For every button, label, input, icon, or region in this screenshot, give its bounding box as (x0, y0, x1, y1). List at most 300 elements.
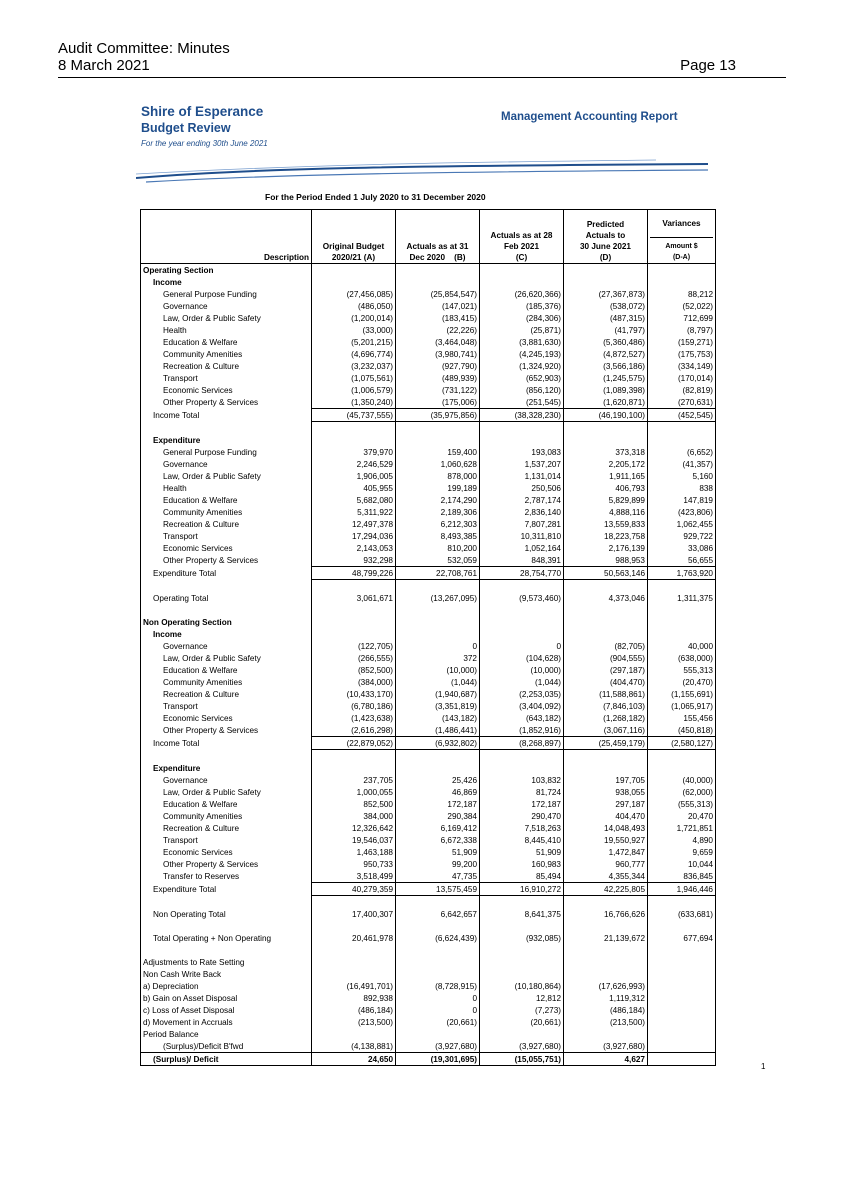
row-value: 5,311,922 (312, 506, 396, 518)
table-row (141, 1004, 716, 1016)
row-value: (1,423,638) (312, 712, 396, 724)
row-label: Operating Section (141, 264, 312, 277)
row-label: Law, Order & Public Safety (141, 312, 312, 324)
row-value (648, 968, 716, 980)
row-label: Recreation & Culture (141, 822, 312, 834)
table-row (141, 288, 716, 300)
row-value (564, 264, 648, 277)
table-row (141, 640, 716, 652)
row-value: 0 (396, 992, 480, 1004)
row-value: (1,075,561) (312, 372, 396, 384)
row-value: (384,000) (312, 676, 396, 688)
row-value: (486,184) (312, 1004, 396, 1016)
row-value (396, 422, 480, 435)
org-subtitle: Budget Review (141, 121, 231, 135)
row-value (564, 604, 648, 616)
row-value: (19,301,695) (396, 1053, 480, 1066)
table-row (141, 384, 716, 396)
row-value: 13,575,459 (396, 883, 480, 896)
table-row (141, 482, 716, 494)
row-value: (643,182) (480, 712, 564, 724)
row-value (648, 750, 716, 763)
row-label (141, 422, 312, 435)
row-label: Education & Welfare (141, 494, 312, 506)
row-value: 1,911,165 (564, 470, 648, 482)
row-label: Non Operating Section (141, 616, 312, 628)
row-label (141, 604, 312, 616)
col-predicted: Predicted Actuals to 30 June 2021 (D) (564, 210, 648, 264)
row-value (396, 1028, 480, 1040)
row-value (312, 920, 396, 932)
row-value: 406,793 (564, 482, 648, 494)
row-value: (4,245,193) (480, 348, 564, 360)
row-value: (213,500) (564, 1016, 648, 1028)
row-value: (10,433,170) (312, 688, 396, 700)
row-value: 836,845 (648, 870, 716, 883)
row-value: 5,829,899 (564, 494, 648, 506)
row-label: Recreation & Culture (141, 518, 312, 530)
row-value (648, 1053, 716, 1066)
row-label: Governance (141, 774, 312, 786)
row-value: (15,055,751) (480, 1053, 564, 1066)
table-row (141, 944, 716, 956)
table-row (141, 700, 716, 712)
row-value: 2,143,053 (312, 542, 396, 554)
row-value: (1,245,575) (564, 372, 648, 384)
row-value: 17,294,036 (312, 530, 396, 542)
table-row (141, 1016, 716, 1028)
row-value: (6,932,802) (396, 737, 480, 750)
row-value (564, 580, 648, 593)
table-row (141, 409, 716, 422)
row-label: Other Property & Services (141, 396, 312, 409)
row-label: General Purpose Funding (141, 288, 312, 300)
row-value: 56,655 (648, 554, 716, 567)
table-row (141, 664, 716, 676)
row-value (480, 580, 564, 593)
row-value: 46,869 (396, 786, 480, 798)
table-row (141, 858, 716, 870)
row-value: 878,000 (396, 470, 480, 482)
table-row (141, 530, 716, 542)
row-value: 932,298 (312, 554, 396, 567)
row-value (312, 968, 396, 980)
row-value: (450,818) (648, 724, 716, 737)
row-label: Education & Welfare (141, 664, 312, 676)
row-value: 3,518,499 (312, 870, 396, 883)
row-label: Total Operating + Non Operating (141, 932, 312, 944)
row-value: 51,909 (480, 846, 564, 858)
row-value: 160,983 (480, 858, 564, 870)
table-row (141, 580, 716, 593)
row-value (396, 276, 480, 288)
row-value: 40,279,359 (312, 883, 396, 896)
row-value: (22,226) (396, 324, 480, 336)
row-value: (251,545) (480, 396, 564, 409)
table-row (141, 336, 716, 348)
org-block (141, 104, 268, 152)
row-value: (45,737,555) (312, 409, 396, 422)
row-label: Education & Welfare (141, 336, 312, 348)
row-value: (159,271) (648, 336, 716, 348)
table-row (141, 360, 716, 372)
table-row (141, 616, 716, 628)
row-value (648, 992, 716, 1004)
row-value (312, 604, 396, 616)
row-value: 2,246,529 (312, 458, 396, 470)
col-variances: Variances Amount $ (D-A) (648, 210, 716, 264)
row-value: (16,491,701) (312, 980, 396, 992)
row-value (396, 434, 480, 446)
row-value: 47,735 (396, 870, 480, 883)
row-value: (62,000) (648, 786, 716, 798)
row-value: 85,494 (480, 870, 564, 883)
row-value: 2,174,290 (396, 494, 480, 506)
table-row (141, 883, 716, 896)
row-value: (11,588,861) (564, 688, 648, 700)
row-value (648, 580, 716, 593)
row-value: 1,463,188 (312, 846, 396, 858)
row-value (312, 896, 396, 909)
row-value: (3,927,680) (396, 1040, 480, 1053)
row-value: 33,086 (648, 542, 716, 554)
row-value: (8,797) (648, 324, 716, 336)
row-value: (6,652) (648, 446, 716, 458)
table-row (141, 737, 716, 750)
row-value (312, 762, 396, 774)
row-value: 20,461,978 (312, 932, 396, 944)
row-value: 1,000,055 (312, 786, 396, 798)
row-value (564, 434, 648, 446)
row-value: 929,722 (648, 530, 716, 542)
row-value: 1,062,455 (648, 518, 716, 530)
row-value: (404,470) (564, 676, 648, 688)
row-value: 18,223,758 (564, 530, 648, 542)
row-value: 172,187 (480, 798, 564, 810)
table-row (141, 506, 716, 518)
row-value: 19,550,927 (564, 834, 648, 846)
row-value (648, 944, 716, 956)
row-value: (486,184) (564, 1004, 648, 1016)
row-value: (4,696,774) (312, 348, 396, 360)
table-row (141, 846, 716, 858)
row-value: (1,852,916) (480, 724, 564, 737)
row-label: Income Total (141, 737, 312, 750)
row-value (564, 968, 648, 980)
row-value: 8,493,385 (396, 530, 480, 542)
budget-review-table (140, 209, 716, 1066)
row-label: General Purpose Funding (141, 446, 312, 458)
row-value (648, 628, 716, 640)
row-value: 960,777 (564, 858, 648, 870)
period-title: For the Period Ended 1 July 2020 to 31 December 2020 (265, 192, 486, 202)
row-value: (6,624,439) (396, 932, 480, 944)
table-row (141, 312, 716, 324)
table-row (141, 956, 716, 968)
row-value: (25,871) (480, 324, 564, 336)
row-value: (1,044) (480, 676, 564, 688)
row-value (480, 628, 564, 640)
row-value (312, 434, 396, 446)
row-value (648, 980, 716, 992)
header-page: Page 13 (680, 57, 736, 74)
row-value: (3,351,819) (396, 700, 480, 712)
row-label: Law, Order & Public Safety (141, 652, 312, 664)
table-row (141, 652, 716, 664)
row-value: 372 (396, 652, 480, 664)
row-value (564, 276, 648, 288)
row-label: Health (141, 324, 312, 336)
row-label: Period Balance (141, 1028, 312, 1040)
row-label: Other Property & Services (141, 554, 312, 567)
row-label: Transport (141, 700, 312, 712)
row-value: (927,790) (396, 360, 480, 372)
row-value: (147,021) (396, 300, 480, 312)
row-value: (1,620,871) (564, 396, 648, 409)
row-value: 20,470 (648, 810, 716, 822)
row-value: (41,357) (648, 458, 716, 470)
row-value (564, 762, 648, 774)
row-value: (175,006) (396, 396, 480, 409)
row-value (480, 968, 564, 980)
row-value: 1,763,920 (648, 567, 716, 580)
row-value: (5,201,215) (312, 336, 396, 348)
row-value (480, 434, 564, 446)
row-value: 10,311,810 (480, 530, 564, 542)
row-label: Income (141, 276, 312, 288)
row-value: (266,555) (312, 652, 396, 664)
table-row (141, 712, 716, 724)
row-value: 81,724 (480, 786, 564, 798)
row-value: 384,000 (312, 810, 396, 822)
row-value (312, 944, 396, 956)
row-value (480, 944, 564, 956)
row-value (564, 750, 648, 763)
row-value: (1,006,579) (312, 384, 396, 396)
row-value: (4,138,881) (312, 1040, 396, 1053)
row-value: (856,120) (480, 384, 564, 396)
row-value: 48,799,226 (312, 567, 396, 580)
row-label: Economic Services (141, 846, 312, 858)
row-value: (20,661) (480, 1016, 564, 1028)
row-label: Law, Order & Public Safety (141, 786, 312, 798)
table-row (141, 422, 716, 435)
row-label: Economic Services (141, 384, 312, 396)
row-label: Expenditure Total (141, 883, 312, 896)
row-value: 2,176,139 (564, 542, 648, 554)
row-value: 1,721,851 (648, 822, 716, 834)
row-label: d) Movement in Accruals (141, 1016, 312, 1028)
row-value: (904,555) (564, 652, 648, 664)
row-label: Governance (141, 640, 312, 652)
row-value: (27,367,873) (564, 288, 648, 300)
row-value: 2,189,306 (396, 506, 480, 518)
row-value: 1,119,312 (564, 992, 648, 1004)
row-value: (932,085) (480, 932, 564, 944)
table-row (141, 542, 716, 554)
row-value: (20,661) (396, 1016, 480, 1028)
table-row (141, 518, 716, 530)
row-value: 373,318 (564, 446, 648, 458)
row-value: (213,500) (312, 1016, 396, 1028)
table-row (141, 264, 716, 277)
table-row (141, 980, 716, 992)
row-value: 8,445,410 (480, 834, 564, 846)
row-label (141, 944, 312, 956)
row-value: 297,187 (564, 798, 648, 810)
row-value: 159,400 (396, 446, 480, 458)
row-value (480, 264, 564, 277)
row-value: 237,705 (312, 774, 396, 786)
row-label: Non Cash Write Back (141, 968, 312, 980)
row-value (648, 1016, 716, 1028)
row-value: 7,807,281 (480, 518, 564, 530)
table-row (141, 592, 716, 604)
row-value: (3,881,630) (480, 336, 564, 348)
row-value: 42,225,805 (564, 883, 648, 896)
row-value: 405,955 (312, 482, 396, 494)
row-value: 12,497,378 (312, 518, 396, 530)
row-value: 12,326,642 (312, 822, 396, 834)
row-label: Recreation & Culture (141, 688, 312, 700)
row-label: Transport (141, 372, 312, 384)
row-value: 677,694 (648, 932, 716, 944)
row-value: (1,044) (396, 676, 480, 688)
table-row (141, 434, 716, 446)
row-value (312, 616, 396, 628)
row-value: (10,180,864) (480, 980, 564, 992)
table-row (141, 1028, 716, 1040)
row-value (312, 956, 396, 968)
row-value: (1,940,687) (396, 688, 480, 700)
row-value: 1,311,375 (648, 592, 716, 604)
row-value: 2,787,174 (480, 494, 564, 506)
row-value: (9,573,460) (480, 592, 564, 604)
row-value: (1,268,182) (564, 712, 648, 724)
row-value: 28,754,770 (480, 567, 564, 580)
header-title: Audit Committee: Minutes (58, 40, 230, 57)
row-value: 0 (480, 640, 564, 652)
row-value (312, 750, 396, 763)
row-value: (10,000) (480, 664, 564, 676)
row-value: (17,626,993) (564, 980, 648, 992)
row-value (480, 276, 564, 288)
row-value: (33,000) (312, 324, 396, 336)
row-value: 6,642,657 (396, 908, 480, 920)
row-value (396, 616, 480, 628)
table-row (141, 554, 716, 567)
table-row (141, 834, 716, 846)
table-row (141, 567, 716, 580)
row-value (648, 1004, 716, 1016)
table-row (141, 276, 716, 288)
row-value: 99,200 (396, 858, 480, 870)
row-value: (3,927,680) (480, 1040, 564, 1053)
row-value: (489,939) (396, 372, 480, 384)
row-value (564, 422, 648, 435)
row-value (648, 616, 716, 628)
row-value (396, 956, 480, 968)
row-value: 290,470 (480, 810, 564, 822)
row-value (312, 276, 396, 288)
row-value: (1,200,014) (312, 312, 396, 324)
row-value: (3,927,680) (564, 1040, 648, 1053)
row-value (396, 580, 480, 593)
row-value: (5,360,486) (564, 336, 648, 348)
col-actuals-feb: Actuals as at 28 Feb 2021 (C) (480, 210, 564, 264)
row-value: 24,650 (312, 1053, 396, 1066)
row-value: (122,705) (312, 640, 396, 652)
table-row (141, 470, 716, 482)
row-value (396, 628, 480, 640)
row-value: (170,014) (648, 372, 716, 384)
row-value: (26,620,366) (480, 288, 564, 300)
row-value: 852,500 (312, 798, 396, 810)
row-label: b) Gain on Asset Disposal (141, 992, 312, 1004)
row-value: 6,169,412 (396, 822, 480, 834)
col-original-budget: Original Budget 2020/21 (A) (312, 210, 396, 264)
row-value: 4,355,344 (564, 870, 648, 883)
row-value: 6,212,303 (396, 518, 480, 530)
row-value (564, 956, 648, 968)
row-value: (2,253,035) (480, 688, 564, 700)
table-row (141, 798, 716, 810)
row-value (312, 1028, 396, 1040)
row-value: (38,328,230) (480, 409, 564, 422)
row-value: 197,705 (564, 774, 648, 786)
row-value: 712,699 (648, 312, 716, 324)
table-row (141, 1053, 716, 1066)
row-label: Economic Services (141, 542, 312, 554)
row-value (396, 920, 480, 932)
table-row (141, 688, 716, 700)
row-value: 1,052,164 (480, 542, 564, 554)
table-row (141, 396, 716, 409)
table-row (141, 762, 716, 774)
row-value: (143,182) (396, 712, 480, 724)
row-value: (27,456,085) (312, 288, 396, 300)
row-value (648, 762, 716, 774)
swoosh-decoration (136, 156, 708, 186)
row-value: (6,780,186) (312, 700, 396, 712)
row-label: Health (141, 482, 312, 494)
row-value: (3,464,048) (396, 336, 480, 348)
row-value: 199,189 (396, 482, 480, 494)
row-value: (486,050) (312, 300, 396, 312)
row-value: 379,970 (312, 446, 396, 458)
header-rule (58, 77, 786, 78)
row-label: Community Amenities (141, 348, 312, 360)
row-value: 5,160 (648, 470, 716, 482)
row-value: 16,766,626 (564, 908, 648, 920)
org-name: Shire of Esperance (141, 104, 264, 119)
row-value (564, 1028, 648, 1040)
table-row (141, 822, 716, 834)
row-value: (633,681) (648, 908, 716, 920)
row-value (480, 1028, 564, 1040)
row-value: (52,022) (648, 300, 716, 312)
row-value: (25,459,179) (564, 737, 648, 750)
row-label: a) Depreciation (141, 980, 312, 992)
table-row (141, 870, 716, 883)
table-row (141, 300, 716, 312)
row-value: 290,384 (396, 810, 480, 822)
row-value (396, 944, 480, 956)
row-value (564, 944, 648, 956)
table-row (141, 750, 716, 763)
row-label: Adjustments to Rate Setting (141, 956, 312, 968)
row-value: 147,819 (648, 494, 716, 506)
